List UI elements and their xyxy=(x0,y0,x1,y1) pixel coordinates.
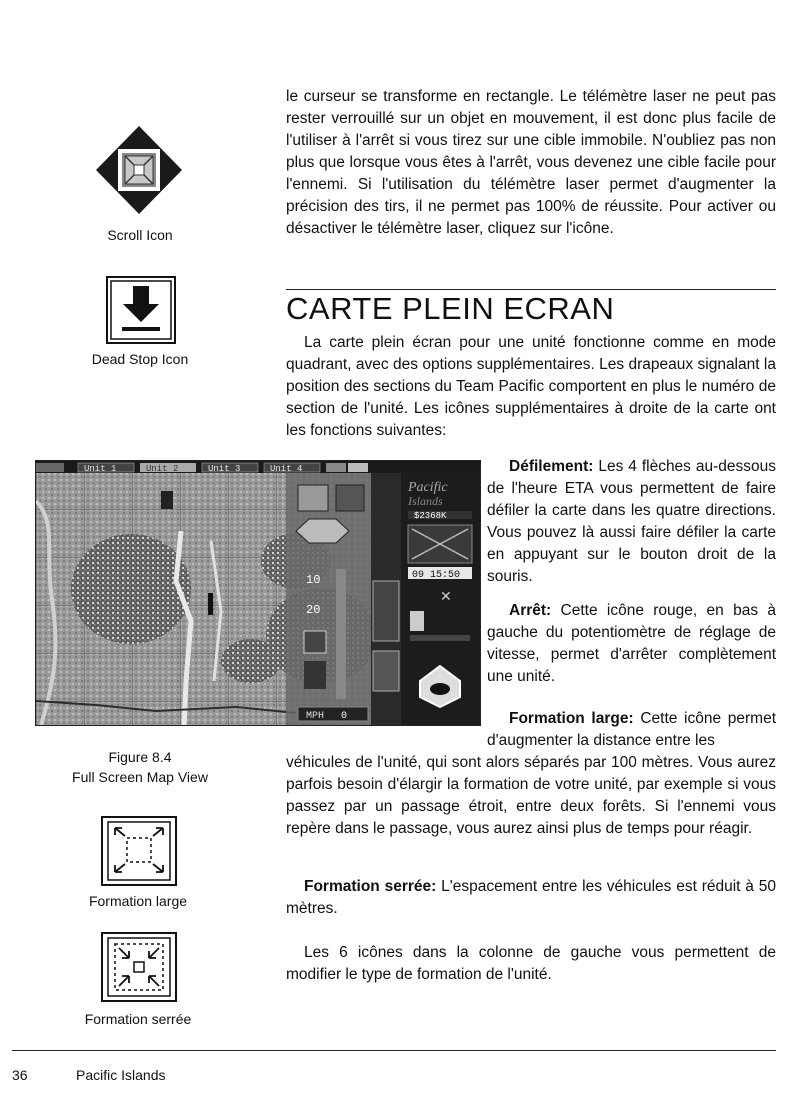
item-formation-large-lead xyxy=(487,708,776,752)
item-formation-large-term: Formation large: xyxy=(509,710,634,727)
tab-unit-1: Unit 1 xyxy=(84,464,117,474)
speed-label: MPH xyxy=(306,711,325,722)
formation-serree-icon xyxy=(101,932,177,1002)
tab-unit-2: Unit 2 xyxy=(146,464,179,474)
svg-text:✕: ✕ xyxy=(440,588,452,604)
item-formation-serree-text: L'espacement entre les véhicules est réduit à 50 mètres. xyxy=(286,878,776,917)
side-number-2: 20 xyxy=(306,603,321,617)
item-defilement-text: Les 4 flèches au-dessous de l'heure ETA vous permettent de faire défiler la carte dans les quatre directions. Vous pouvez là aussi faire défiler la carte en appuyant sur le bouton droit de la souris. xyxy=(487,458,776,585)
page-number: 36 xyxy=(12,1067,28,1083)
dead-stop-icon-caption: Dead Stop Icon xyxy=(91,351,189,367)
section-rule xyxy=(286,289,776,290)
book-title: Pacific Islands xyxy=(76,1067,166,1083)
item-formation-large-text: véhicules de l'unité, qui sont alors séparés par 100 mètres. Vous aurez parfois besoin d'élargir la formation de votre unité, par exemple si vous passez par un passage étroit, entre deux forêts. Si l'ennemi vous repère dans le passage, vous aurez ainsi plus de temps pour réagir. xyxy=(286,754,776,837)
dead-stop-icon xyxy=(106,276,176,344)
tab-unit-3: Unit 3 xyxy=(208,464,241,474)
formation-large-icon xyxy=(101,816,177,886)
section-title: CARTE PLEIN ECRAN xyxy=(286,291,615,326)
item-arret-text: Cette icône rouge, en bas à gauche du potentiomètre de réglage de vitesse, permet d'arrêter complètement une unité. xyxy=(487,602,777,685)
side-number-1: 10 xyxy=(306,573,321,587)
item-formation-large-lead-text: Cette icône permet d'augmenter la distance entre les xyxy=(487,710,776,749)
scroll-icon-caption: Scroll Icon xyxy=(107,227,173,243)
svg-text:Pacific: Pacific xyxy=(408,480,448,495)
scroll-icon xyxy=(94,124,184,216)
item-arret-term: Arrêt: xyxy=(509,602,552,619)
item-arret xyxy=(487,600,776,688)
footer-rule xyxy=(12,1050,776,1051)
item-defilement xyxy=(487,456,776,588)
intro-paragraph: le curseur se transforme en rectangle. Le télémètre laser ne peut pas rester verrouillé sur un objet en mouvement, il est donc plus facile de l'utiliser à l'arrêt si vous tirez sur une cible immobile. N'oubliez pas non plus que lorsque vous êtes à l'arrêt, vous devenez une cible facile pour l'ennemi. Si l'utilisation du télémètre laser permet d'augmenter la précision des tirs, il ne permet pas 100% de réussite. Pour activer ou désactiver le télémètre laser, cliquez sur l'icône. xyxy=(286,88,776,237)
figure-number: Figure 8.4 xyxy=(108,749,172,765)
formation-large-caption: Formation large xyxy=(88,893,188,909)
clock-readout: 09 15:50 xyxy=(412,570,461,581)
money-readout: $2368K xyxy=(414,511,447,521)
item-formation-serree xyxy=(286,876,776,920)
closing-paragraph: Les 6 icônes dans la colonne de gauche vous permettent de modifier le type de formation de l'unité. xyxy=(286,944,776,983)
figure-title: Full Screen Map View xyxy=(72,769,208,785)
tab-unit-4: Unit 4 xyxy=(270,464,303,474)
formation-serree-caption: Formation serrée xyxy=(84,1011,192,1027)
item-formation-serree-term: Formation serrée: xyxy=(304,878,437,895)
item-defilement-term: Défilement: xyxy=(509,458,594,475)
svg-text:Islands: Islands xyxy=(408,494,443,508)
full-screen-map-figure xyxy=(35,460,481,726)
section-intro: La carte plein écran pour une unité fonctionne comme en mode quadrant, avec des options supplémentaires. Les drapeaux signalant la position des sections du Team Pacific comportent en plus le numéro de section de l'unité. Les icônes supplémentaires à droite de la carte ont les fonctions suivantes: xyxy=(286,334,776,439)
speed-value: 0 xyxy=(341,711,348,722)
